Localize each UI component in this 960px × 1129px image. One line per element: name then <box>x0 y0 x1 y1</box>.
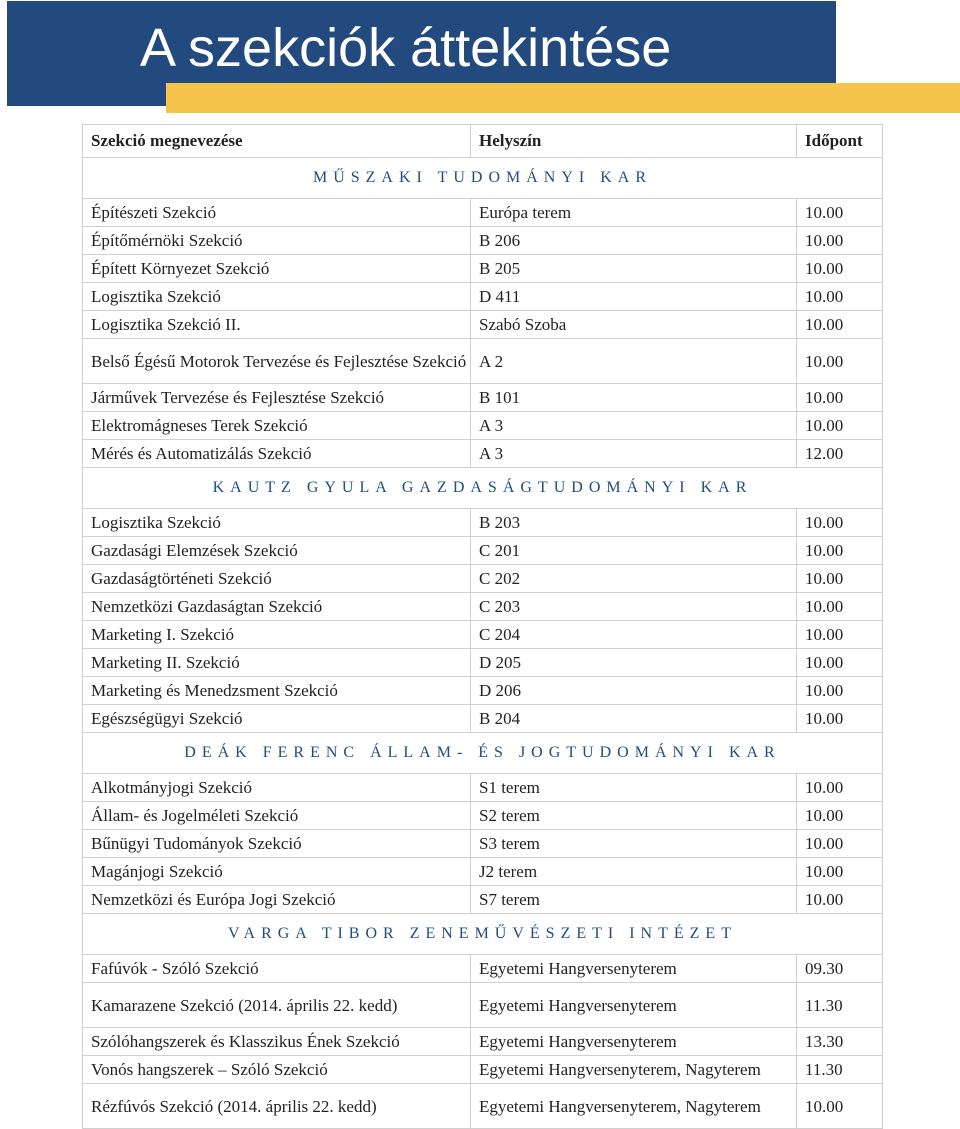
session-name: Állam- és Jogelméleti Szekció <box>83 802 471 830</box>
session-location: Szabó Szoba <box>471 311 797 339</box>
session-time: 10.00 <box>797 412 883 440</box>
table-row <box>83 311 883 339</box>
session-name: Gazdasági Elemzések Szekció <box>83 537 471 565</box>
table-row <box>83 227 883 255</box>
table-row <box>83 677 883 705</box>
table-row <box>83 565 883 593</box>
session-name: Szólóhangszerek és Klasszikus Ének Szekció <box>83 1028 471 1056</box>
session-time: 13.30 <box>797 1028 883 1056</box>
session-name: Gazdaságtörténeti Szekció <box>83 565 471 593</box>
table-row <box>83 621 883 649</box>
session-name: Rézfúvós Szekció (2014. április 22. kedd) <box>83 1084 471 1129</box>
header-location: Helyszín <box>471 125 797 158</box>
section-heading-row <box>83 158 883 199</box>
table-header-row <box>83 125 883 158</box>
header-name: Szekció megnevezése <box>83 125 471 158</box>
session-location: S3 terem <box>471 830 797 858</box>
table-row <box>83 255 883 283</box>
session-location: A 3 <box>471 412 797 440</box>
session-time: 10.00 <box>797 384 883 412</box>
session-name: Mérés és Automatizálás Szekció <box>83 440 471 468</box>
session-name: Elektromágneses Terek Szekció <box>83 412 471 440</box>
session-name: Belső Égésű Motorok Tervezése és Fejlesztése Szekció <box>83 339 471 384</box>
session-location: A 2 <box>471 339 797 384</box>
session-location: C 201 <box>471 537 797 565</box>
table-row <box>83 537 883 565</box>
session-time: 10.00 <box>797 255 883 283</box>
session-location: C 204 <box>471 621 797 649</box>
session-name: Fafúvók - Szóló Szekció <box>83 955 471 983</box>
header-time: Időpont <box>797 125 883 158</box>
session-name: Kamarazene Szekció (2014. április 22. kedd) <box>83 983 471 1028</box>
table-row <box>83 412 883 440</box>
session-location: D 205 <box>471 649 797 677</box>
session-time: 10.00 <box>797 802 883 830</box>
table-row <box>83 858 883 886</box>
session-location: B 203 <box>471 509 797 537</box>
session-name: Magánjogi Szekció <box>83 858 471 886</box>
session-name: Logisztika Szekció II. <box>83 311 471 339</box>
table-row <box>83 830 883 858</box>
table-row <box>83 649 883 677</box>
session-time: 12.00 <box>797 440 883 468</box>
session-time: 10.00 <box>797 593 883 621</box>
session-time: 10.00 <box>797 886 883 914</box>
session-name: Marketing II. Szekció <box>83 649 471 677</box>
session-name: Épített Környezet Szekció <box>83 255 471 283</box>
session-location: C 202 <box>471 565 797 593</box>
session-time: 10.00 <box>797 621 883 649</box>
section-heading-cell <box>83 914 883 955</box>
section-heading: MŰSZAKI TUDOMÁNYI KAR <box>312 169 653 186</box>
session-name: Építészeti Szekció <box>83 199 471 227</box>
session-name: Vonós hangszerek – Szóló Szekció <box>83 1056 471 1084</box>
session-location: B 206 <box>471 227 797 255</box>
table-row <box>83 802 883 830</box>
session-name: Logisztika Szekció <box>83 283 471 311</box>
session-time: 10.00 <box>797 774 883 802</box>
table-body <box>83 158 883 1129</box>
session-location: B 204 <box>471 705 797 733</box>
section-heading-row <box>83 733 883 774</box>
section-heading-row <box>83 914 883 955</box>
section-heading-cell <box>83 158 883 199</box>
table-row <box>83 283 883 311</box>
section-heading-cell <box>83 733 883 774</box>
table-row <box>83 774 883 802</box>
session-time: 10.00 <box>797 1084 883 1129</box>
session-time: 11.30 <box>797 983 883 1028</box>
session-name: Logisztika Szekció <box>83 509 471 537</box>
session-name: Nemzetközi és Európa Jogi Szekció <box>83 886 471 914</box>
session-location: A 3 <box>471 440 797 468</box>
session-time: 10.00 <box>797 537 883 565</box>
session-location: D 411 <box>471 283 797 311</box>
session-name: Járművek Tervezése és Fejlesztése Szekció <box>83 384 471 412</box>
session-name: Bűnügyi Tudományok Szekció <box>83 830 471 858</box>
session-location: D 206 <box>471 677 797 705</box>
session-name: Nemzetközi Gazdaságtan Szekció <box>83 593 471 621</box>
session-time: 10.00 <box>797 509 883 537</box>
table-row <box>83 983 883 1028</box>
table-row <box>83 886 883 914</box>
section-heading-row <box>83 468 883 509</box>
session-time: 10.00 <box>797 858 883 886</box>
session-time: 10.00 <box>797 227 883 255</box>
session-time: 11.30 <box>797 1056 883 1084</box>
session-location: B 101 <box>471 384 797 412</box>
table-row <box>83 509 883 537</box>
section-heading: KAUTZ GYULA GAZDASÁGTUDOMÁNYI KAR <box>212 479 753 496</box>
session-location: C 203 <box>471 593 797 621</box>
table-row <box>83 1028 883 1056</box>
table-row <box>83 1084 883 1129</box>
session-location: Európa terem <box>471 199 797 227</box>
session-name: Marketing I. Szekció <box>83 621 471 649</box>
session-name: Alkotmányjogi Szekció <box>83 774 471 802</box>
table-row <box>83 1056 883 1084</box>
table-row <box>83 199 883 227</box>
session-time: 10.00 <box>797 677 883 705</box>
session-time: 10.00 <box>797 705 883 733</box>
table-row <box>83 593 883 621</box>
session-name: Építőmérnöki Szekció <box>83 227 471 255</box>
session-time: 10.00 <box>797 565 883 593</box>
session-name: Marketing és Menedzsment Szekció <box>83 677 471 705</box>
table-row <box>83 955 883 983</box>
session-name: Egészségügyi Szekció <box>83 705 471 733</box>
session-location: S7 terem <box>471 886 797 914</box>
session-time: 10.00 <box>797 283 883 311</box>
section-heading-cell <box>83 468 883 509</box>
section-heading: DEÁK FERENC ÁLLAM- ÉS JOGTUDOMÁNYI KAR <box>184 744 781 761</box>
table-row <box>83 440 883 468</box>
session-location: Egyetemi Hangversenyterem <box>471 983 797 1028</box>
session-location: B 205 <box>471 255 797 283</box>
session-location: J2 terem <box>471 858 797 886</box>
session-location: Egyetemi Hangversenyterem <box>471 1028 797 1056</box>
table-row <box>83 705 883 733</box>
session-location: S2 terem <box>471 802 797 830</box>
session-time: 10.00 <box>797 311 883 339</box>
session-location: Egyetemi Hangversenyterem <box>471 955 797 983</box>
session-location: Egyetemi Hangversenyterem, Nagyterem <box>471 1084 797 1129</box>
session-location: S1 terem <box>471 774 797 802</box>
section-heading: VARGA TIBOR ZENEMŰVÉSZETI INTÉZET <box>228 925 737 942</box>
session-location: Egyetemi Hangversenyterem, Nagyterem <box>471 1056 797 1084</box>
session-time: 09.30 <box>797 955 883 983</box>
table-row <box>83 384 883 412</box>
sessions-table <box>82 124 883 1129</box>
session-time: 10.00 <box>797 199 883 227</box>
table-row <box>83 339 883 384</box>
session-time: 10.00 <box>797 830 883 858</box>
session-time: 10.00 <box>797 339 883 384</box>
page-title: A szekciók áttekintése <box>140 18 672 78</box>
session-time: 10.00 <box>797 649 883 677</box>
